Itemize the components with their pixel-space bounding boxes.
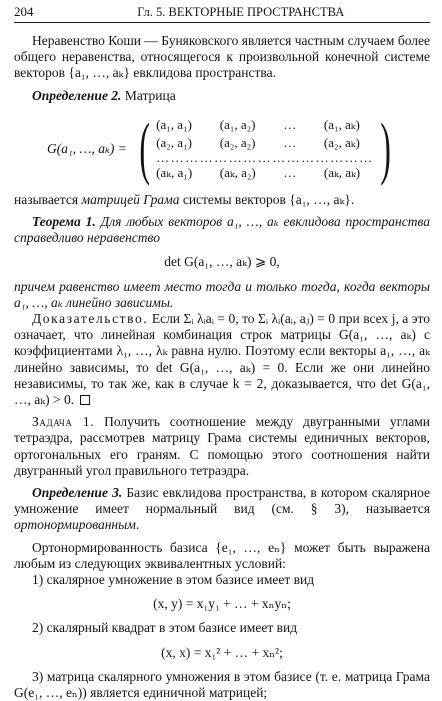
gram-definition-end	[14, 192, 430, 208]
qed-square-icon	[80, 395, 90, 405]
matrix-cell: …	[283, 134, 297, 150]
matrix-cell: (a₂, aₖ)	[323, 134, 360, 150]
text-segment: называется	[14, 191, 82, 207]
gram-matrix-grid	[156, 117, 374, 181]
definition-3	[14, 485, 430, 534]
page-number: 204	[14, 4, 34, 19]
matrix-cell: (a₂, a₂)	[219, 134, 256, 150]
text-segment: .	[135, 517, 140, 533]
task-1-label: Задача 1.	[32, 414, 95, 430]
matrix-cell: (aₖ, aₖ)	[323, 164, 361, 180]
theorem-1-text: Для любых векторов a₁, …, aₖ евклидова пространства справедливо неравенство	[14, 214, 430, 246]
inner-product-formula: (x, y) = x₁y₁ + … + xₙyₙ;	[153, 596, 291, 612]
gram-matrix-formula	[14, 110, 430, 188]
matrix-cell: (aₖ, a₁)	[156, 164, 193, 180]
running-title: Гл. 5. ВЕКТОРНЫЕ ПРОСТРАНСТВА	[137, 5, 345, 19]
determinant-inequality: det G(a₁, …, aₖ) ⩾ 0,	[164, 254, 280, 270]
orthonormality-paragraph: Ортонормированность базиса {e₁, …, eₙ} может быть выражена любым из следующих эквивалентных условий:	[14, 539, 430, 571]
theorem-1-label: Теорема 1.	[32, 214, 96, 230]
condition-3: 3) матрица скалярного умножения в этом базисе (т. е. матрица Грама G(e₁, …, eₙ)) является единичной матрицей;	[14, 668, 430, 701]
definition-3-text: Базис евклидова пространства, в котором скалярное умножение имеет нормальный вид (см. § 3), называется	[14, 485, 431, 517]
scalar-square-formula: (x, x) = x₁² + … + xₙ²;	[161, 644, 283, 660]
matrix-cell: …	[283, 164, 297, 180]
matrix-cell: (a₁, a₂)	[219, 116, 256, 132]
condition-2: 2) скалярный квадрат в этом базисе имеет вид	[32, 620, 298, 636]
matrix-cell: …	[283, 116, 297, 132]
theorem-1-tail: причем равенство имеет место тогда и только тогда, когда векторы a₁, …, aₖ линейно зависимы.	[14, 278, 430, 310]
matrix-cell: (a₂, a₁)	[156, 134, 192, 150]
matrix-dots-row: ………………………………………	[156, 149, 374, 165]
running-header	[14, 4, 430, 23]
task-1	[14, 414, 430, 479]
gram-term: матрицей Грама	[81, 191, 180, 207]
matrix-cell: (a₁, a₁)	[156, 116, 192, 132]
definition-3-label: Определение 3.	[32, 485, 123, 501]
gram-matrix-lhs: G(a₁, …, aₖ) =	[47, 140, 127, 156]
matrix-cell: (a₁, aₖ)	[323, 116, 360, 132]
proof-paragraph	[14, 311, 430, 408]
proof-text: Если Σᵢ λᵢaᵢ = 0, то Σᵢ λᵢ(aᵢ, aⱼ) = 0 при всех j, а это означает, что линейная комбинация строк матрицы G(a₁, …, aₖ) с коэффициентами λ₁, …, λₖ равна нулю. Поэтому если векторы a₁, …, aₖ линейно зависимы, то det G(a₁, …, aₖ) = 0. Если же они линейно независимы, то так же, как в случае k = 2, доказывается, что det G(a₁, …, aₖ) > 0.	[14, 311, 430, 408]
matrix-cell: (aₖ, a₂)	[219, 164, 256, 180]
definition-2-label: Определение 2.	[32, 87, 122, 103]
intro-paragraph: Неравенство Коши — Буняковского является частным случаем более общего неравенства, относящегося к произвольной конечной системе векторов {a₁, …, aₖ} евклидова пространства.	[14, 33, 430, 81]
proof-label: Доказательство.	[32, 311, 149, 327]
definition-2	[14, 88, 430, 104]
definition-2-text: Матрица	[121, 87, 176, 103]
condition-1: 1) скалярное умножение в этом базисе имеет вид	[32, 572, 315, 588]
text-segment: системы векторов {a₁, …, aₖ}.	[179, 191, 355, 207]
orthonormal-term: ортонормированным	[14, 517, 136, 533]
right-paren: )	[380, 109, 391, 187]
left-paren: (	[139, 109, 150, 187]
theorem-1	[14, 214, 430, 246]
task-1-text: Получить соотношение между двугранными углами тетраэдра, рассмотрев матрицу Грама системы единичных векторов, ортогональных его граням. С помощью этого соотношения найти двугранный угол правильного тетраэдра.	[14, 414, 430, 478]
